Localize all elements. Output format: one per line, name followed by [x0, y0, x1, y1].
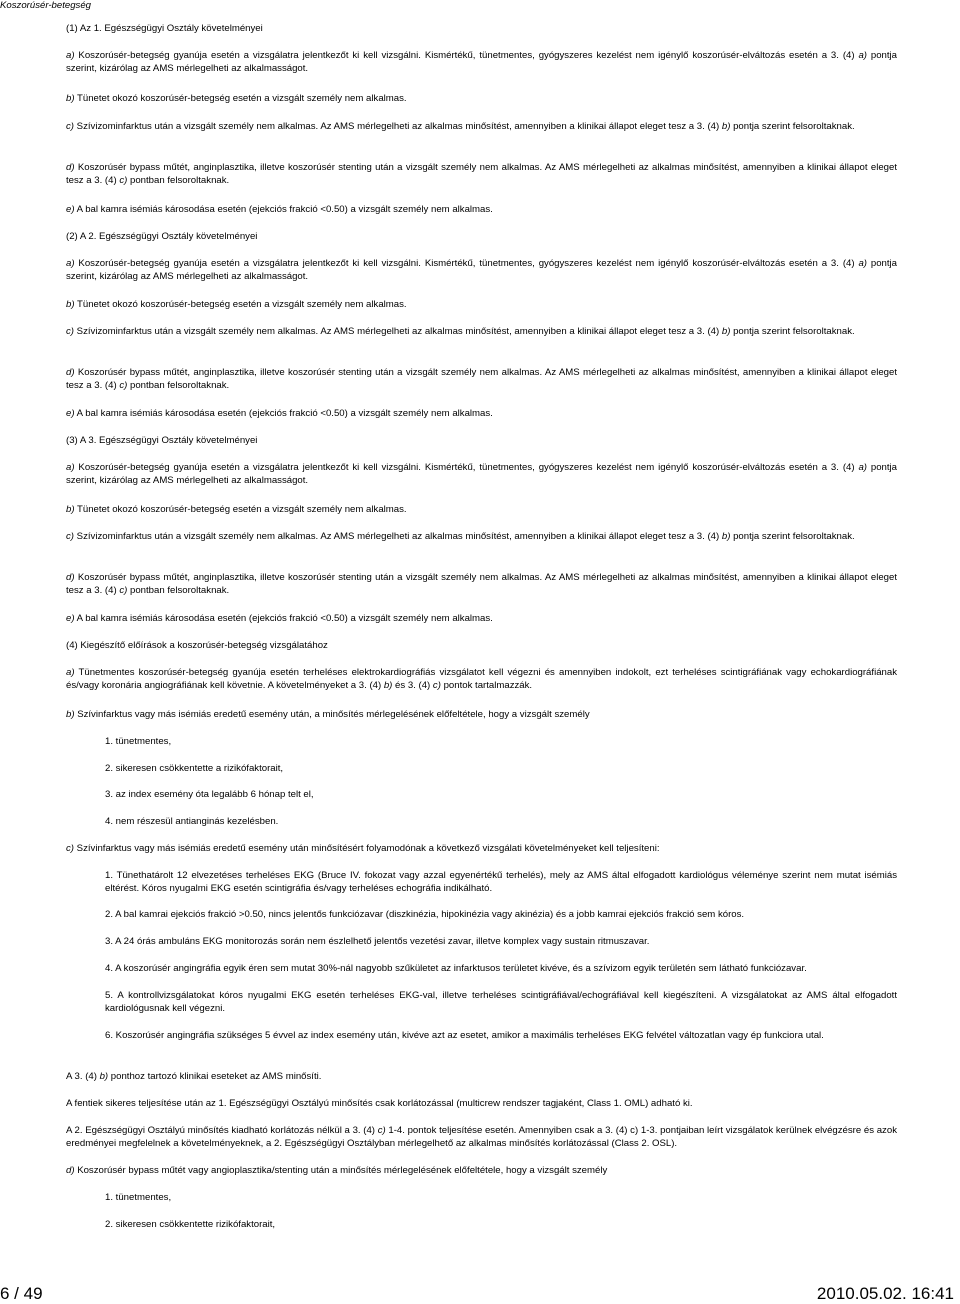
label-c: c)	[66, 121, 74, 132]
section-1-a	[66, 50, 897, 75]
para-text: A 2. Egészségügyi Osztályú minősítés kiadható korlátozás nélkül a 3. (4)	[66, 1125, 378, 1136]
para-text: Koszorúsér bypass műtét, anginplasztika, illetve koszorúsér stenting után a vizsgált személy nem alkalmas. Az AMS mérlegelheti az alkalmas minősítést, amennyiben a klinikai állapot eleget tesz a 3. (4)	[66, 572, 897, 596]
ref: c)	[119, 584, 128, 596]
ref: c)	[119, 174, 128, 186]
label-a: a)	[66, 258, 75, 269]
section-2-a	[66, 258, 897, 283]
section-3-d	[66, 572, 897, 597]
label-a: a)	[66, 462, 75, 473]
para-text: pontok tartalmazzák.	[440, 679, 533, 691]
label-b: b)	[66, 299, 75, 310]
para-text: Tünetmentes koszorúsér-betegség gyanúja esetén terheléses elektrokardiográfiás vizsgálatot kell végezni és amennyiben indokolt, ezt terheléses scintigráfiának vagy echokardiográfiának és/vagy koronária angiográfiának kell követnie. A követelményeket a 3. (4)	[66, 667, 897, 691]
para-text: pontban felsoroltaknak.	[127, 584, 230, 596]
label-d: d)	[66, 367, 75, 378]
para-text: Koszorúsér bypass műtét, anginplasztika, illetve koszorúsér stenting után a vizsgált személy nem alkalmas. Az AMS mérlegelheti az alkalmas minősítést, amennyiben a klinikai állapot eleget tesz a 3. (4)	[66, 367, 897, 391]
section-2-d	[66, 367, 897, 392]
print-timestamp: 2010.05.02. 16:41	[816, 1284, 954, 1303]
para-text: Tünetet okozó koszorúsér-betegség esetén a vizsgált személy nem alkalmas.	[74, 504, 407, 515]
list-item: 2. A bal kamrai ejekciós frakció >0.50, nincs jelentős funkciózavar (diszkinézia, hipokinézia vagy akinézia) és a jobb kamrai ejekciós frakció sem kóros.	[105, 909, 745, 920]
para-text: pontban felsoroltaknak.	[127, 379, 230, 391]
para-text: Szívizominfarktus után a vizsgált személy nem alkalmas. Az AMS mérlegelheti az alkalmas minősítést, amennyiben a klinikai állapot eleget tesz a 3. (4)	[74, 326, 722, 337]
label-e: e)	[66, 204, 75, 215]
section-4-p1	[66, 1071, 897, 1084]
section-1-d	[66, 162, 897, 187]
para-text: pontja szerint, kizárólag az AMS mérlegelheti az alkalmasságot.	[66, 462, 897, 486]
section-4-c	[66, 843, 897, 856]
para-text: pontja szerint, kizárólag az AMS mérlegelheti az alkalmasságot.	[66, 50, 897, 74]
section-3-c	[66, 531, 897, 544]
para-text: Szívizominfarktus után a vizsgált személy nem alkalmas. Az AMS mérlegelheti az alkalmas minősítést, amennyiben a klinikai állapot eleget tesz a 3. (4)	[74, 531, 722, 542]
ref: b)	[721, 326, 731, 337]
label-a: a)	[66, 50, 75, 61]
list-item: 4. nem részesül antianginás kezelésben.	[105, 816, 279, 827]
list-item: 1. tünetmentes,	[105, 1192, 172, 1203]
section-4-d	[66, 1165, 897, 1178]
para-text: pontban felsoroltaknak.	[127, 174, 230, 186]
para-text: Koszorúsér-betegség gyanúja esetén a vizsgálatra jelentkezőt ki kell vizsgálni. Kismértékű, tünetmentes, gyógyszeres kezelést nem igénylő koszorúsér-elváltozás esetén a 3. (4)	[74, 258, 859, 269]
label-c: c)	[66, 326, 74, 337]
para-text: Szívinfarktus vagy más isémiás eredetű esemény után minősítésért folyamodónak a következő vizsgálati követelményeket kell teljesíteni:	[74, 843, 660, 854]
label-b: b)	[66, 504, 75, 515]
para-text: Koszorúsér-betegség gyanúja esetén a vizsgálatra jelentkezőt ki kell vizsgálni. Kismértékű, tünetmentes, gyógyszeres kezelést nem igénylő koszorúsér-elváltozás esetén a 3. (4)	[74, 462, 859, 473]
section-3-b	[66, 504, 897, 517]
list-item: 3. A 24 órás ambuláns EKG monitorozás során nem észlelhető jelentős vezetési zavar, illetve komplex vagy sustain ritmuszavar.	[105, 936, 650, 947]
list-item: 2. sikeresen csökkentette a rizikófaktorait,	[105, 763, 284, 774]
section-1-title: (1) Az 1. Egészségügyi Osztály követelményei	[66, 23, 263, 34]
list-item: 4. A koszorúsér angingráfia egyik éren sem mutat 30%-nál nagyobb szűkületet az infarktusos területet kivéve, és a szívizom egyik területén sem látható funkciózavar.	[105, 963, 807, 974]
label-b: b)	[66, 709, 75, 720]
section-3-title: (3) A 3. Egészségügyi Osztály követelményei	[66, 435, 258, 446]
ref: b)	[383, 679, 393, 691]
section-4-p3	[66, 1125, 897, 1150]
section-2-e	[66, 408, 897, 421]
para-text: 1-4. pontok teljesítése esetén. Amennyiben csak a 3. (4) c) 1-3. pontjaiban leírt vizsgálatok kerülnek elvégzésre és azok eredményei megfelelnek a követelményeknek, a 2. Egészségügyi Osztályban mérlegelhető az alkalmas minősítés korlátozással (Class 2. OSL).	[66, 1125, 897, 1149]
ref: a)	[858, 50, 867, 61]
ref: b)	[99, 1071, 109, 1082]
label-b: b)	[66, 93, 75, 104]
ref: c)	[119, 379, 128, 391]
section-3-e	[66, 613, 897, 626]
list-item: 5. A kontrollvizsgálatokat kóros nyugalmi EKG esetén terheléses EKG-val, illetve terheléses scintigráfiával/echográfiával kell kiegészíteni. A vizsgálatokat az AMS által elfogadott kardiológusnak kell végezni.	[105, 990, 897, 1014]
para-text: pontja szerint felsoroltaknak.	[730, 326, 855, 337]
para-text: A bal kamra isémiás károsodása esetén (ejekciós frakció <0.50) a vizsgált személy nem alkalmas.	[74, 204, 493, 215]
label-c: c)	[66, 843, 74, 854]
section-1-e	[66, 204, 897, 217]
section-3-a	[66, 462, 897, 487]
para-text: A bal kamra isémiás károsodása esetén (ejekciós frakció <0.50) a vizsgált személy nem alkalmas.	[74, 613, 493, 624]
label-d: d)	[66, 1165, 75, 1176]
label-d: d)	[66, 572, 75, 583]
para-text: Koszorúsér-betegség gyanúja esetén a vizsgálatra jelentkezőt ki kell vizsgálni. Kismértékű, tünetmentes, gyógyszeres kezelést nem igénylő koszorúsér-elváltozás esetén a 3. (4)	[74, 50, 859, 61]
para-text: Tünetet okozó koszorúsér-betegség esetén a vizsgált személy nem alkalmas.	[74, 299, 407, 310]
para-text: pontja szerint, kizárólag az AMS mérlegelheti az alkalmasságot.	[66, 258, 897, 282]
para-text: Koszorúsér bypass műtét, anginplasztika, illetve koszorúsér stenting után a vizsgált személy nem alkalmas. Az AMS mérlegelheti az alkalmas minősítést, amennyiben a klinikai állapot eleget tesz a 3. (4)	[66, 162, 897, 186]
para-text: Szívinfarktus vagy más isémiás eredetű esemény után, a minősítés mérlegelésének előfeltétele, hogy a vizsgált személy	[74, 709, 590, 720]
list-item: 2. sikeresen csökkentette rizikófaktorait,	[105, 1219, 276, 1230]
section-2-b	[66, 299, 897, 312]
ref: a)	[858, 462, 867, 473]
section-2-c	[66, 326, 897, 339]
ref: c)	[377, 1125, 386, 1136]
para-text: A 3. (4)	[66, 1071, 100, 1082]
section-4-p2: A fentiek sikeres teljesítése után az 1. Egészségügyi Osztályú minősítés csak korlátozással (multicrew rendszer tagjaként, Class 1. OML) adható ki.	[66, 1098, 693, 1109]
para-text: és 3. (4)	[392, 679, 433, 691]
para-text: A bal kamra isémiás károsodása esetén (ejekciós frakció <0.50) a vizsgált személy nem alkalmas.	[74, 408, 493, 419]
ref: b)	[721, 121, 731, 132]
label-d: d)	[66, 162, 75, 173]
section-2-title: (2) A 2. Egészségügyi Osztály követelményei	[66, 231, 258, 242]
list-item: 3. az index esemény óta legalább 6 hónap telt el,	[105, 789, 314, 800]
para-text: pontja szerint felsoroltaknak.	[730, 121, 855, 132]
page-number: 6 / 49	[0, 1284, 43, 1303]
label-e: e)	[66, 613, 75, 624]
para-text: pontja szerint felsoroltaknak.	[730, 531, 855, 542]
section-4-a	[66, 667, 897, 692]
para-text: Tünetet okozó koszorúsér-betegség esetén a vizsgált személy nem alkalmas.	[74, 93, 407, 104]
section-1-c	[66, 121, 897, 134]
label-e: e)	[66, 408, 75, 419]
section-1-b	[66, 93, 897, 106]
list-item: 6. Koszorúsér angingráfia szükséges 5 évvel az index esemény után, kivéve azt az esetet, amikor a maximális terheléses EKG felvétel változatlan vagy ép funkciora utal.	[105, 1030, 824, 1041]
ref: a)	[858, 258, 867, 269]
label-c: c)	[66, 531, 74, 542]
section-4-b	[66, 709, 897, 722]
running-header: Koszorúsér-betegség	[0, 0, 92, 11]
para-text: Szívizominfarktus után a vizsgált személy nem alkalmas. Az AMS mérlegelheti az alkalmas minősítést, amennyiben a klinikai állapot eleget tesz a 3. (4)	[74, 121, 722, 132]
ref: b)	[721, 531, 731, 542]
para-text: Koszorúsér bypass műtét vagy angioplasztika/stenting után a minősítés mérlegelésének előfeltétele, hogy a vizsgált személy	[74, 1165, 608, 1176]
para-text: ponthoz tartozó klinikai eseteket az AMS minősíti.	[108, 1071, 322, 1082]
list-item: 1. Tünethatárolt 12 elvezetéses terheléses EKG (Bruce IV. fokozat vagy azzal egyenértékű terhelés), mely az AMS által elfogadott kardiológus véleménye szerint nem mutat isémiás eltérést. Kóros nyugalmi EKG esetén scintigráfia és/vagy terheléses echográfia indikálható.	[105, 870, 897, 894]
label-a: a)	[66, 667, 75, 678]
section-4-title: (4) Kiegészítő előírások a koszorúsér-betegség vizsgálatához	[66, 640, 328, 651]
list-item: 1. tünetmentes,	[105, 736, 172, 747]
ref: c)	[432, 679, 441, 691]
